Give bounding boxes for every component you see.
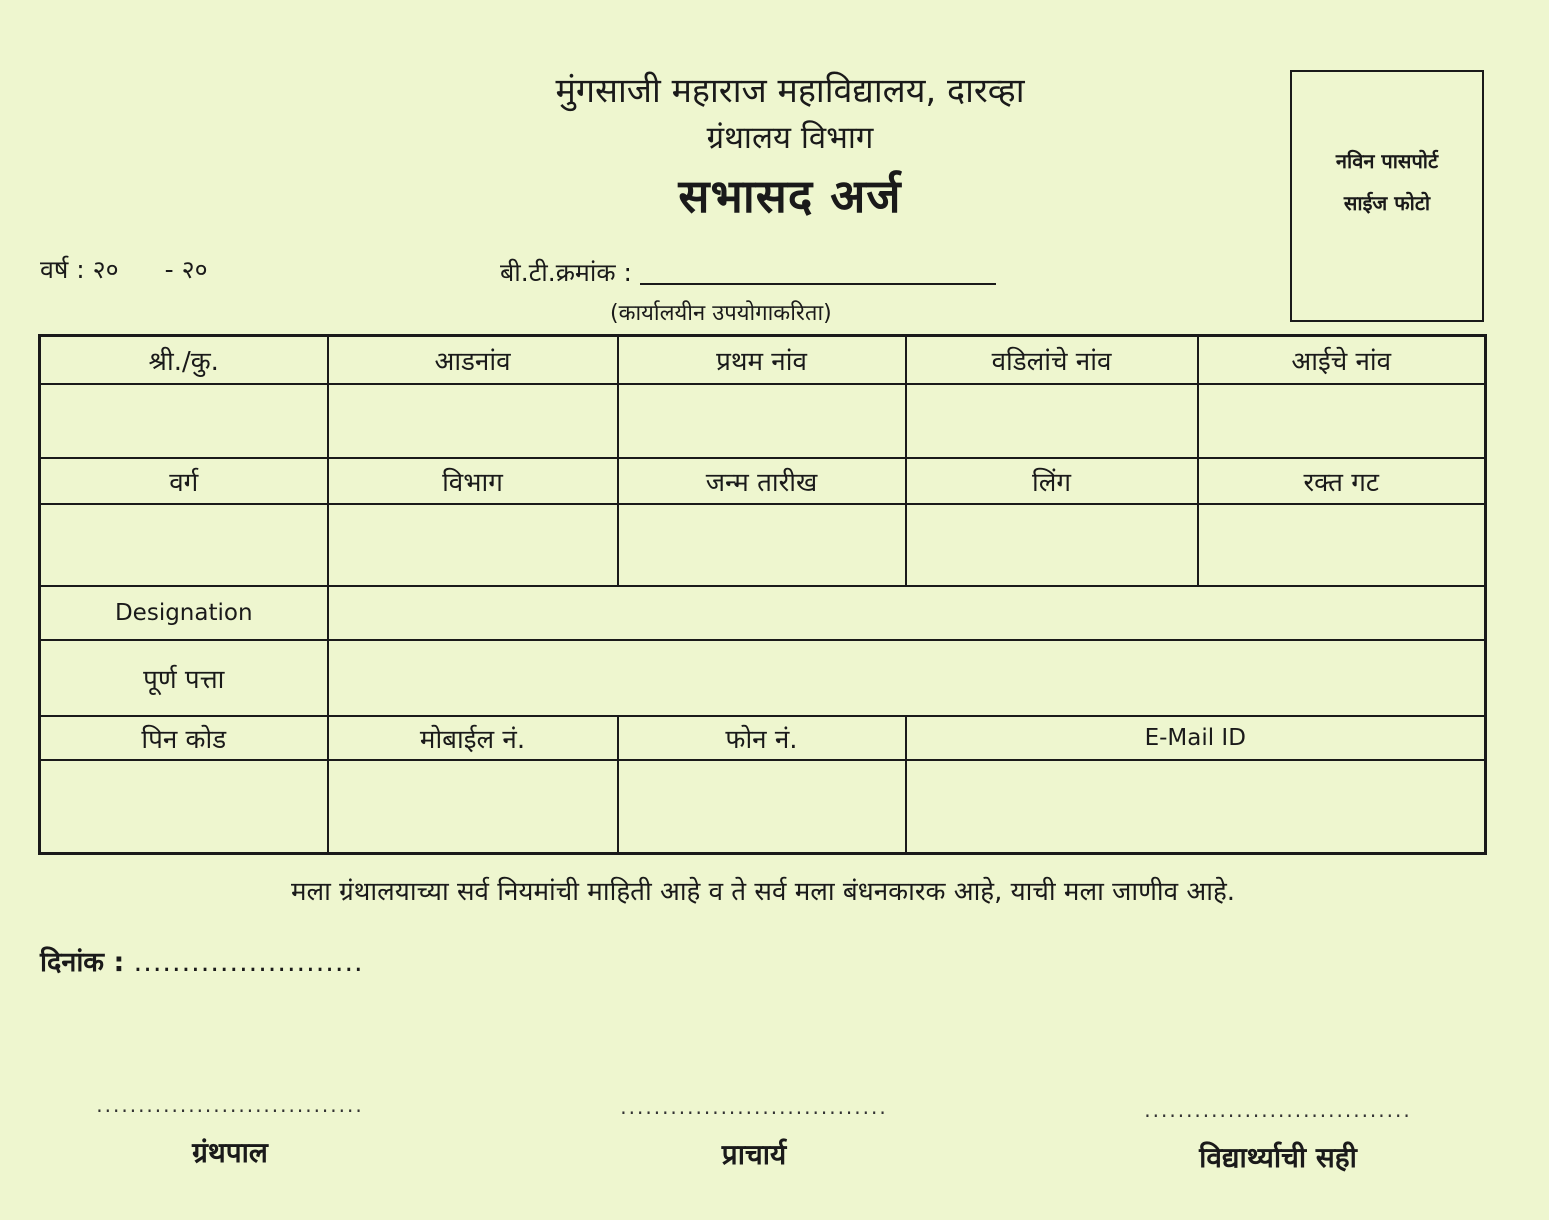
year-label: वर्ष : २० bbox=[40, 255, 119, 284]
table-row bbox=[40, 384, 1486, 458]
form-title: सभासद अर्ज bbox=[678, 169, 902, 223]
header-first-name: प्रथम नांव bbox=[618, 336, 906, 384]
table-row bbox=[40, 586, 1486, 640]
header-email: E-Mail ID bbox=[906, 716, 1486, 760]
table-row bbox=[40, 336, 1486, 384]
table-row bbox=[40, 640, 1486, 716]
principal-signature bbox=[604, 1095, 904, 1173]
designation-field[interactable] bbox=[328, 586, 1486, 640]
member-details-table bbox=[38, 334, 1487, 855]
year-end: - २० bbox=[164, 255, 208, 284]
header-gender: लिंग bbox=[906, 458, 1198, 504]
father-name-field[interactable] bbox=[906, 384, 1198, 458]
photo-box-line1: नविन पासपोर्ट bbox=[1335, 149, 1439, 173]
principal-label: प्राचार्य bbox=[721, 1138, 787, 1171]
designation-label: Designation bbox=[40, 586, 328, 640]
librarian-label: ग्रंथपाल bbox=[192, 1136, 268, 1169]
table-row bbox=[40, 458, 1486, 504]
signature-line[interactable]: ................................ bbox=[620, 1095, 888, 1119]
header-birth-date: जन्म तारीख bbox=[618, 458, 906, 504]
table-row bbox=[40, 760, 1486, 854]
phone-field[interactable] bbox=[618, 760, 906, 854]
first-name-field[interactable] bbox=[618, 384, 906, 458]
mobile-field[interactable] bbox=[328, 760, 618, 854]
header-father-name: वडिलांचे नांव bbox=[906, 336, 1198, 384]
date-field[interactable]: ........................ bbox=[133, 947, 364, 978]
photo-box-line2: साईज फोटो bbox=[1343, 191, 1431, 215]
pin-code-field[interactable] bbox=[40, 760, 328, 854]
bt-number bbox=[500, 255, 996, 289]
header-mother-name: आईचे नांव bbox=[1198, 336, 1486, 384]
student-signature bbox=[1128, 1098, 1428, 1176]
bt-label: बी.टी.क्रमांक : bbox=[500, 258, 632, 287]
class-field[interactable] bbox=[40, 504, 328, 586]
bt-number-field[interactable] bbox=[640, 283, 996, 285]
birth-date-field[interactable] bbox=[618, 504, 906, 586]
header-class: वर्ग bbox=[40, 458, 328, 504]
date-line bbox=[40, 942, 364, 979]
declaration-text: मला ग्रंथालयाच्या सर्व नियमांची माहिती आहे व ते सर्व मला बंधनकारक आहे, याची मला जाणीव आहे. bbox=[290, 877, 1236, 907]
header-phone: फोन नं. bbox=[618, 716, 906, 760]
college-name: मुंगसाजी महाराज महाविद्यालय, दारव्हा bbox=[555, 71, 1025, 111]
header-pin-code: पिन कोड bbox=[40, 716, 328, 760]
department-name: ग्रंथालय विभाग bbox=[706, 120, 874, 156]
header-mobile: मोबाईल नं. bbox=[328, 716, 618, 760]
librarian-signature bbox=[80, 1093, 380, 1171]
academic-year bbox=[40, 252, 208, 286]
header-title: श्री./कु. bbox=[40, 336, 328, 384]
mother-name-field[interactable] bbox=[1198, 384, 1486, 458]
table-row bbox=[40, 716, 1486, 760]
header-blood-group: रक्त गट bbox=[1198, 458, 1486, 504]
student-label: विद्यार्थ्याची सही bbox=[1199, 1141, 1357, 1174]
address-field[interactable] bbox=[328, 640, 1486, 716]
title-field[interactable] bbox=[40, 384, 328, 458]
division-field[interactable] bbox=[328, 504, 618, 586]
table-row bbox=[40, 504, 1486, 586]
blood-group-field[interactable] bbox=[1198, 504, 1486, 586]
date-label: दिनांक : bbox=[40, 947, 125, 978]
passport-photo-box bbox=[1290, 70, 1484, 322]
signature-line[interactable]: ................................ bbox=[1144, 1098, 1412, 1122]
header-surname: आडनांव bbox=[328, 336, 618, 384]
office-use-note: (कार्यालयीन उपयोगाकरिता) bbox=[610, 301, 832, 326]
gender-field[interactable] bbox=[906, 504, 1198, 586]
surname-field[interactable] bbox=[328, 384, 618, 458]
signature-line[interactable]: ................................ bbox=[96, 1093, 364, 1117]
address-label: पूर्ण पत्ता bbox=[40, 640, 328, 716]
header-division: विभाग bbox=[328, 458, 618, 504]
email-field[interactable] bbox=[906, 760, 1486, 854]
